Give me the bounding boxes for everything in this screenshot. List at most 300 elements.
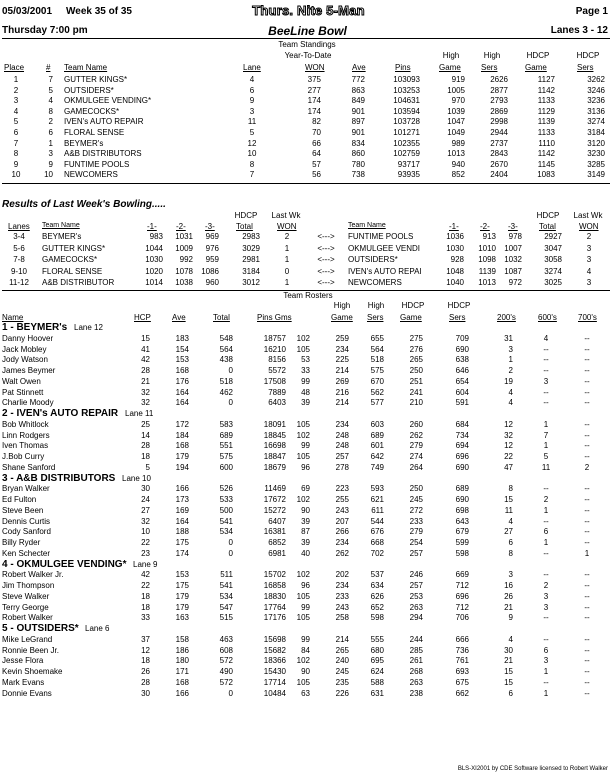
team-name: NEWCOMERS bbox=[64, 170, 118, 180]
player-stat: 572 bbox=[219, 656, 233, 666]
team-name: FLORAL SENSE bbox=[42, 266, 103, 276]
player-stat: 168 bbox=[175, 441, 189, 451]
player-name: Donnie Evans bbox=[2, 688, 52, 698]
player-stat: 564 bbox=[370, 344, 384, 354]
player-name: Danny Hoover bbox=[2, 333, 54, 343]
team-name: A&B DISTRIBUTOR bbox=[42, 278, 115, 288]
player-stat: 102 bbox=[296, 430, 310, 440]
player-stat: 223 bbox=[335, 484, 349, 494]
rosters-title: Team Rosters bbox=[283, 291, 333, 300]
player-stat: 90 bbox=[301, 505, 310, 515]
player-stat: 6852 bbox=[268, 538, 286, 547]
result-cell: 3029 bbox=[242, 243, 260, 253]
player-stat: 214 bbox=[335, 366, 349, 375]
result-cell: 978 bbox=[508, 232, 522, 241]
player-stat: 260 bbox=[409, 419, 423, 429]
standings-cell: 1047 bbox=[447, 117, 465, 127]
player-stat: -- bbox=[584, 516, 590, 526]
standings-cell: 7 bbox=[249, 170, 255, 180]
player-name: Steve Been bbox=[2, 505, 44, 515]
col-header: Team Name bbox=[348, 222, 386, 229]
player-stat: 749 bbox=[370, 462, 384, 472]
standings-cell: 3 bbox=[48, 149, 53, 159]
player-stat: 99 bbox=[301, 376, 310, 386]
player-stat: 603 bbox=[370, 419, 384, 429]
player-stat: -- bbox=[584, 430, 590, 440]
standings-cell: 4 bbox=[48, 96, 53, 106]
player-stat: 278 bbox=[335, 462, 349, 472]
standings-cell: 10 bbox=[11, 170, 21, 180]
col-header: Sers bbox=[449, 313, 466, 322]
col-header: Lane bbox=[243, 63, 261, 72]
team-name: OKMULGEE VENDI bbox=[348, 243, 421, 253]
player-stat: 245 bbox=[409, 495, 423, 504]
standings-cell: 174 bbox=[307, 106, 321, 116]
standings-cell: 1 bbox=[13, 75, 19, 84]
standings-cell: 852 bbox=[451, 170, 465, 180]
player-stat: 5 bbox=[145, 462, 150, 472]
standings-cell: 57 bbox=[312, 159, 321, 169]
divider bbox=[2, 183, 610, 184]
result-cell: 9-10 bbox=[10, 266, 27, 276]
player-name: Ronnie Been Jr. bbox=[2, 645, 59, 655]
player-name: Iven Thomas bbox=[2, 441, 49, 451]
team-name: GUTTER KINGS* bbox=[42, 243, 106, 253]
col-header: -2- bbox=[480, 222, 490, 231]
player-stat: 463 bbox=[219, 634, 233, 644]
player-stat: 257 bbox=[409, 548, 423, 558]
player-stat: 269 bbox=[335, 376, 349, 386]
standings-cell: 66 bbox=[312, 138, 321, 148]
player-stat: 515 bbox=[219, 613, 233, 623]
standings-cell: 3285 bbox=[587, 159, 605, 169]
player-stat: 258 bbox=[335, 613, 349, 623]
player-stat: 712 bbox=[455, 602, 469, 612]
player-stat: 534 bbox=[219, 591, 233, 601]
bowling-center: BeeLine Bowl bbox=[268, 24, 347, 38]
player-stat: 690 bbox=[455, 495, 469, 504]
player-stat: 169 bbox=[175, 505, 189, 515]
player-name: Terry George bbox=[2, 602, 49, 612]
standings-cell: 2877 bbox=[490, 85, 508, 95]
player-stat: 680 bbox=[370, 645, 384, 655]
player-stat: 22 bbox=[141, 581, 150, 590]
player-stat: -- bbox=[543, 387, 549, 397]
player-stat: 31 bbox=[504, 333, 513, 343]
standings-cell: 3120 bbox=[587, 138, 605, 148]
player-name: Dennis Curtis bbox=[2, 516, 51, 526]
player-stat: 654 bbox=[455, 376, 469, 386]
standings-cell: 2 bbox=[48, 117, 53, 127]
player-stat: -- bbox=[543, 634, 549, 644]
player-stat: -- bbox=[543, 548, 549, 558]
col-header: Place bbox=[4, 63, 25, 72]
player-stat: 6407 bbox=[268, 516, 286, 526]
result-cell: 1009 bbox=[175, 243, 193, 253]
result-cell: 1 bbox=[284, 278, 290, 288]
player-name: Ken Schecter bbox=[2, 548, 51, 558]
player-stat: 689 bbox=[219, 430, 233, 440]
standings-cell: 375 bbox=[307, 75, 321, 84]
result-cell: 1030 bbox=[446, 243, 464, 253]
col-header: Pins bbox=[395, 63, 411, 72]
result-cell: 3025 bbox=[544, 278, 562, 288]
player-name: Bryan Walker bbox=[2, 484, 50, 494]
player-stat: 263 bbox=[409, 602, 423, 612]
player-stat: 268 bbox=[409, 667, 423, 676]
player-stat: 96 bbox=[301, 581, 310, 590]
standings-cell: 7 bbox=[48, 75, 53, 84]
standings-cell: 989 bbox=[451, 138, 465, 148]
player-stat: 262 bbox=[409, 430, 423, 440]
player-stat: 69 bbox=[301, 484, 310, 494]
team-name: IVEN's AUTO REPAIR bbox=[64, 117, 144, 127]
result-cell: 3184 bbox=[242, 266, 260, 276]
standings-cell: 103728 bbox=[393, 117, 420, 127]
player-stat: 164 bbox=[175, 516, 189, 526]
player-stat: 265 bbox=[335, 645, 349, 655]
result-cell: <---> bbox=[317, 243, 335, 253]
lanes-range: Lanes 3 - 12 bbox=[550, 25, 608, 36]
result-cell: 1013 bbox=[478, 278, 496, 288]
report-date: 05/03/2001 bbox=[2, 6, 53, 17]
col-header: Game bbox=[439, 63, 461, 72]
player-stat: 28 bbox=[141, 366, 150, 375]
standings-cell: 9 bbox=[48, 159, 53, 169]
col-header: Team Name bbox=[42, 222, 80, 229]
player-stat: 234 bbox=[335, 344, 349, 354]
player-stat: 251 bbox=[409, 376, 423, 386]
player-stat: 30 bbox=[141, 484, 150, 494]
player-stat: 601 bbox=[370, 441, 384, 451]
player-stat: -- bbox=[584, 333, 590, 343]
result-cell: 0 bbox=[284, 266, 290, 276]
result-cell: 1139 bbox=[478, 266, 496, 276]
standings-cell: 6 bbox=[48, 128, 53, 137]
player-stat: -- bbox=[584, 387, 590, 397]
standings-cell: 1005 bbox=[447, 85, 465, 95]
player-stat: 24 bbox=[141, 495, 150, 504]
player-name: Cody Sanford bbox=[2, 527, 51, 537]
player-stat: 706 bbox=[455, 613, 469, 623]
team-name: FLORAL SENSE bbox=[64, 128, 125, 137]
col-header: Total bbox=[213, 313, 230, 322]
player-stat: 22 bbox=[504, 452, 513, 461]
player-stat: 608 bbox=[219, 645, 233, 655]
standings-cell: 780 bbox=[351, 159, 365, 169]
player-stat: 642 bbox=[370, 452, 384, 461]
col-header: Game bbox=[525, 63, 547, 72]
player-stat: 153 bbox=[175, 355, 189, 365]
player-stat: 47 bbox=[504, 462, 513, 472]
player-stat: 163 bbox=[175, 613, 189, 623]
player-stat: 575 bbox=[370, 366, 384, 375]
result-cell: 976 bbox=[205, 243, 219, 253]
player-stat: 63 bbox=[301, 688, 310, 698]
standings-cell: 7 bbox=[13, 138, 19, 148]
result-cell: 3 bbox=[586, 243, 592, 253]
player-stat: 39 bbox=[301, 516, 310, 526]
standings-cell: 1142 bbox=[537, 149, 555, 159]
result-cell: <---> bbox=[317, 232, 335, 241]
team-name: FUNTIME POOLS bbox=[348, 232, 414, 241]
result-cell: 1007 bbox=[504, 243, 522, 253]
player-stat: -- bbox=[584, 505, 590, 515]
player-stat: 712 bbox=[455, 581, 469, 590]
standings-title: Team Standings bbox=[278, 40, 336, 49]
player-stat: 102 bbox=[296, 570, 310, 580]
player-stat: 48 bbox=[301, 387, 310, 397]
col-header: -1- bbox=[449, 222, 459, 231]
col-header: Sers bbox=[481, 63, 498, 72]
player-stat: 21 bbox=[504, 656, 513, 666]
player-stat: -- bbox=[584, 667, 590, 676]
player-stat: 7889 bbox=[268, 387, 286, 397]
player-stat: 234 bbox=[335, 419, 349, 429]
player-stat: -- bbox=[584, 495, 590, 504]
col-header: WON bbox=[277, 222, 297, 231]
player-stat: 3 bbox=[508, 570, 513, 580]
player-stat: -- bbox=[584, 441, 590, 451]
result-cell: <---> bbox=[317, 266, 335, 276]
standings-cell: 3236 bbox=[587, 96, 605, 106]
player-stat: 250 bbox=[409, 484, 423, 494]
player-stat: 684 bbox=[455, 419, 469, 429]
player-name: Mark Evans bbox=[2, 677, 45, 687]
player-stat: 210 bbox=[409, 398, 423, 408]
team-lane: Lane 9 bbox=[133, 559, 158, 569]
player-stat: 214 bbox=[335, 634, 349, 644]
player-stat: 214 bbox=[335, 398, 349, 408]
player-stat: 102 bbox=[296, 333, 310, 343]
col-header: Pins Gms bbox=[257, 313, 292, 322]
player-stat: 37 bbox=[141, 634, 150, 644]
player-stat: 631 bbox=[370, 688, 384, 698]
standings-cell: 11 bbox=[247, 117, 257, 127]
player-stat: 3 bbox=[543, 376, 549, 386]
player-stat: 245 bbox=[335, 667, 349, 676]
player-stat: 254 bbox=[409, 538, 423, 547]
standings-cell: 104631 bbox=[393, 96, 420, 106]
standings-cell: 3 bbox=[13, 96, 19, 106]
player-stat: 18847 bbox=[263, 452, 286, 461]
player-stat: -- bbox=[584, 398, 590, 408]
standings-cell: 1013 bbox=[447, 149, 465, 159]
result-cell: 1086 bbox=[201, 266, 219, 276]
standings-cell: 8 bbox=[48, 106, 53, 116]
player-stat: 226 bbox=[335, 688, 349, 698]
col-header: HDCP bbox=[447, 301, 471, 310]
col-header: HDCP bbox=[576, 51, 600, 60]
player-stat: 15 bbox=[504, 667, 513, 676]
col-header: HDCP bbox=[526, 51, 550, 60]
team-title: 4 - OKMULGEE VENDING* bbox=[2, 558, 127, 570]
divider bbox=[2, 38, 610, 39]
result-cell: 1040 bbox=[446, 278, 464, 288]
team-name: OKMULGEE VENDING* bbox=[64, 96, 152, 106]
player-stat: 438 bbox=[219, 355, 233, 365]
ytd-label: Year-To-Date bbox=[284, 51, 332, 60]
player-stat: 179 bbox=[175, 591, 189, 601]
col-header: Ave bbox=[352, 63, 366, 72]
player-stat: 105 bbox=[296, 677, 310, 687]
result-cell: 913 bbox=[482, 232, 496, 241]
col-header: Game bbox=[400, 313, 422, 322]
player-stat: 96 bbox=[301, 462, 310, 472]
player-stat: 761 bbox=[455, 656, 469, 666]
player-stat: 105 bbox=[296, 591, 310, 601]
standings-cell: 10 bbox=[247, 149, 257, 159]
player-stat: 27 bbox=[141, 505, 150, 515]
player-stat: 246 bbox=[409, 570, 423, 580]
player-stat: 84 bbox=[301, 645, 310, 655]
player-stat: 11469 bbox=[264, 484, 286, 494]
standings-cell: 4 bbox=[249, 75, 255, 84]
team-title: 1 - BEYMER's bbox=[2, 322, 68, 333]
day-time: Thursday 7:00 pm bbox=[2, 25, 88, 36]
result-cell: 972 bbox=[508, 278, 522, 288]
player-stat: 263 bbox=[409, 677, 423, 687]
col-header: Ave bbox=[172, 313, 186, 322]
col-header: 600's bbox=[538, 313, 557, 322]
player-stat: -- bbox=[584, 484, 590, 494]
player-stat: 638 bbox=[455, 355, 469, 365]
standings-cell: 919 bbox=[451, 75, 465, 84]
result-cell: 1044 bbox=[145, 243, 163, 253]
player-stat: 7 bbox=[543, 430, 549, 440]
player-stat: 274 bbox=[409, 452, 423, 461]
result-cell: 1036 bbox=[446, 232, 464, 241]
player-stat: 14 bbox=[141, 430, 150, 440]
player-stat: 1 bbox=[543, 441, 549, 451]
player-stat: 4 bbox=[508, 398, 513, 408]
player-stat: 694 bbox=[455, 441, 469, 451]
player-stat: 33 bbox=[301, 366, 310, 375]
player-stat: 1 bbox=[543, 688, 549, 698]
result-cell: 2927 bbox=[544, 232, 562, 241]
player-stat: 257 bbox=[409, 581, 423, 590]
player-stat: -- bbox=[543, 613, 549, 623]
player-stat: 18 bbox=[141, 452, 150, 461]
standings-cell: 6 bbox=[249, 85, 255, 95]
player-stat: 591 bbox=[455, 398, 469, 408]
col-header: WON bbox=[305, 63, 325, 72]
player-stat: 153 bbox=[175, 570, 189, 580]
team-name: GAMECOCKS* bbox=[64, 106, 120, 116]
player-stat: 176 bbox=[175, 376, 189, 386]
standings-cell: 2998 bbox=[490, 117, 508, 127]
player-stat: 15 bbox=[504, 677, 513, 687]
player-stat: 10484 bbox=[263, 688, 286, 698]
player-stat: 0 bbox=[228, 688, 233, 698]
player-stat: 18366 bbox=[263, 656, 286, 666]
player-stat: 666 bbox=[455, 634, 469, 644]
player-stat: 18679 bbox=[263, 462, 286, 472]
team-name: A&B DISTRIBUTORS bbox=[64, 149, 142, 159]
result-cell: 1 bbox=[284, 243, 290, 253]
player-stat: 547 bbox=[219, 602, 233, 612]
standings-cell: 82 bbox=[312, 117, 321, 127]
player-stat: 583 bbox=[219, 419, 233, 429]
result-cell: 3058 bbox=[544, 255, 562, 265]
player-stat: 0 bbox=[228, 366, 233, 375]
standings-cell: 860 bbox=[351, 149, 365, 159]
player-stat: 17764 bbox=[263, 602, 286, 612]
player-stat: 168 bbox=[175, 677, 189, 687]
result-cell: 1014 bbox=[145, 278, 163, 288]
player-stat: 696 bbox=[455, 452, 469, 461]
player-stat: 175 bbox=[175, 538, 189, 547]
player-stat: -- bbox=[543, 677, 549, 687]
player-stat: 253 bbox=[409, 591, 423, 601]
result-cell: 2983 bbox=[242, 232, 260, 241]
player-name: Robert Walker bbox=[2, 613, 53, 623]
standings-cell: 2670 bbox=[490, 159, 508, 169]
player-stat: 99 bbox=[301, 634, 310, 644]
player-stat: 624 bbox=[370, 667, 384, 676]
standings-cell: 2869 bbox=[490, 106, 508, 116]
standings-cell: 3 bbox=[249, 106, 255, 116]
player-stat: 18 bbox=[141, 656, 150, 666]
col-header: -2- bbox=[176, 222, 186, 231]
player-stat: 39 bbox=[301, 398, 310, 408]
player-stat: 17672 bbox=[263, 495, 286, 504]
result-cell: <---> bbox=[317, 278, 335, 288]
player-stat: 99 bbox=[301, 602, 310, 612]
player-stat: -- bbox=[543, 344, 549, 354]
player-stat: 265 bbox=[409, 355, 423, 365]
result-cell: 3274 bbox=[544, 266, 562, 276]
player-stat: 33 bbox=[141, 613, 150, 623]
player-stat: 102 bbox=[296, 495, 310, 504]
result-cell: 3012 bbox=[242, 278, 260, 288]
player-stat: 16 bbox=[504, 581, 513, 590]
result-cell: 1038 bbox=[175, 278, 193, 288]
player-stat: 294 bbox=[409, 613, 423, 623]
standings-cell: 9 bbox=[249, 96, 255, 106]
player-stat: -- bbox=[543, 516, 549, 526]
col-header: HCP bbox=[134, 313, 151, 322]
player-stat: 166 bbox=[175, 484, 189, 494]
player-stat: 662 bbox=[455, 688, 469, 698]
player-stat: 186 bbox=[175, 645, 189, 655]
col-header: HDCP bbox=[401, 301, 425, 310]
col-header: Game bbox=[331, 313, 353, 322]
player-stat: 17176 bbox=[263, 613, 286, 623]
standings-cell: 9 bbox=[13, 159, 19, 169]
result-cell: 969 bbox=[205, 232, 219, 241]
player-stat: 154 bbox=[175, 344, 189, 354]
standings-cell: 93717 bbox=[397, 159, 420, 169]
player-stat: 702 bbox=[370, 548, 384, 558]
standings-cell: 2793 bbox=[490, 96, 508, 106]
team-name: IVEN's AUTO REPAI bbox=[348, 266, 422, 276]
player-stat: -- bbox=[584, 419, 590, 429]
player-stat: 259 bbox=[335, 333, 349, 343]
col-header: -3- bbox=[205, 222, 215, 231]
player-stat: 202 bbox=[335, 570, 349, 580]
player-stat: 17714 bbox=[263, 677, 286, 687]
player-name: J.Bob Curry bbox=[2, 452, 45, 461]
player-stat: -- bbox=[584, 645, 590, 655]
standings-cell: 3136 bbox=[587, 106, 605, 116]
col-header: Lanes bbox=[8, 222, 30, 231]
standings-cell: 1129 bbox=[537, 106, 555, 116]
player-name: Steve Walker bbox=[2, 591, 50, 601]
player-stat: 41 bbox=[141, 344, 150, 354]
player-stat: 698 bbox=[455, 505, 469, 515]
player-stat: 4 bbox=[508, 634, 513, 644]
